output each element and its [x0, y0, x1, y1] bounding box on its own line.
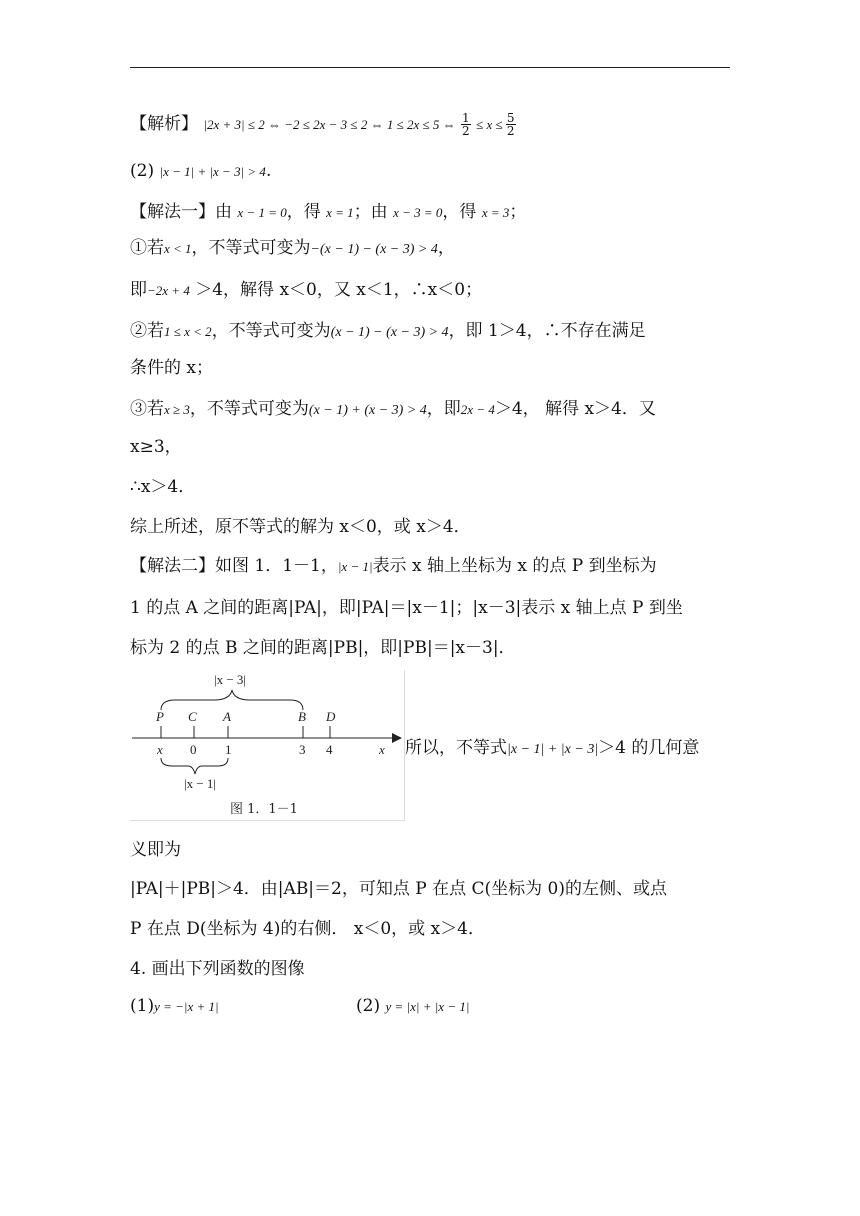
method2-line3: 标为 2 的点 B 之间的距离|PB|，即|PB|＝|x－3|．: [130, 638, 516, 658]
analysis-math: |2x + 3| ≤ 2 ⇔ −2 ≤ 2x − 3 ≤ 2 ⇔ 1 ≤ 2x ≤ 5 ⇔: [203, 117, 456, 132]
method1-line: 【解法一】由 x − 1 = 0，得 x = 1；由 x − 3 = 0，得 x = 3；: [130, 202, 527, 222]
point-c-label: C: [188, 709, 197, 724]
conclusion-line1: |PA|＋|PB|＞4．由|AB|＝2，可知点 P 在点 C(坐标为 0)的左侧、或点: [130, 879, 667, 899]
top-rule: [130, 67, 730, 68]
geom-meaning-line: 所以，不等式|x − 1| + |x − 3|＞4 的几何意: [405, 738, 700, 758]
bottom-brace: [161, 758, 228, 774]
case2b-line: 条件的 x；: [130, 358, 213, 378]
analysis-line: [130, 112, 516, 137]
part2-math: |x − 1| + |x − 3| > 4: [159, 164, 266, 179]
question4-part1: (1)y = −|x + 1|: [130, 996, 219, 1016]
tick-label-0: 0: [190, 742, 197, 757]
method2-line2: 1 的点 A 之间的距离|PA|，即|PA|＝|x－1|；|x－3|表示 x 轴上点 P 到坐: [130, 598, 683, 618]
case2-line: ②若1 ≤ x < 2，不等式可变为(x − 1) − (x − 3) > 4，即 1＞4，∴不存在满足: [130, 321, 646, 341]
conclusion-line2: P 在点 D(坐标为 4)的右侧． x＜0，或 x＞4．: [130, 919, 485, 939]
tick-label-1: 1: [225, 742, 232, 757]
fraction-one-half: $\frac{1}{2}$: [462, 111, 470, 138]
axis-label-x: x: [379, 742, 385, 757]
point-d-label: D: [326, 709, 336, 724]
top-brace-label: |x − 3|: [214, 672, 247, 687]
case3c-line: ∴x＞4．: [130, 477, 196, 497]
case1-line: ①若x < 1，不等式可变为−(x − 1) − (x − 3) > 4，: [130, 238, 455, 258]
top-brace: [161, 690, 303, 710]
point-a-label: A: [223, 709, 231, 724]
analysis-label: 【解析】: [130, 114, 198, 134]
point-p-label: P: [156, 709, 164, 724]
case3-line: ③若x ≥ 3，不等式可变为(x − 1) + (x − 3) > 4，即2x − 4＞4， 解得 x＞4．又: [130, 399, 656, 419]
method1-label: 【解法一】由: [130, 202, 232, 222]
part2-line: (2) |x − 1| + |x − 3| > 4.: [130, 161, 272, 181]
case3b-line: x≥3，: [130, 437, 182, 457]
bottom-brace-label: |x − 1|: [184, 776, 217, 791]
method2-line1: 【解法二】如图 1．1－1，|x − 1|表示 x 轴上坐标为 x 的点 P 到坐标为: [130, 556, 657, 576]
figure-caption: 图 1．1－1: [230, 802, 298, 817]
question4-part2: (2) y = |x| + |x − 1|: [356, 996, 470, 1016]
tick-label-x: x: [157, 742, 163, 757]
tick-label-3: 3: [299, 742, 306, 757]
question4-title: 4. 画出下列函数的图像: [130, 959, 305, 979]
fraction-five-halves: $\frac{5}{2}$: [506, 111, 515, 138]
axis-arrow-icon: [392, 733, 402, 743]
geom-meaning-cont: 义即为: [130, 840, 181, 860]
case1b-line: 即−2x + 4 ＞4，解得 x＜0，又 x＜1，∴x＜0；: [130, 280, 483, 300]
summary-line: 综上所述，原不等式的解为 x＜0，或 x＞4．: [130, 517, 471, 537]
part2-label: (2): [130, 161, 155, 181]
analysis-mid: ≤ x ≤: [476, 117, 506, 132]
point-b-label: B: [298, 709, 306, 724]
tick-label-4: 4: [326, 742, 333, 757]
number-line-figure: [130, 670, 405, 821]
